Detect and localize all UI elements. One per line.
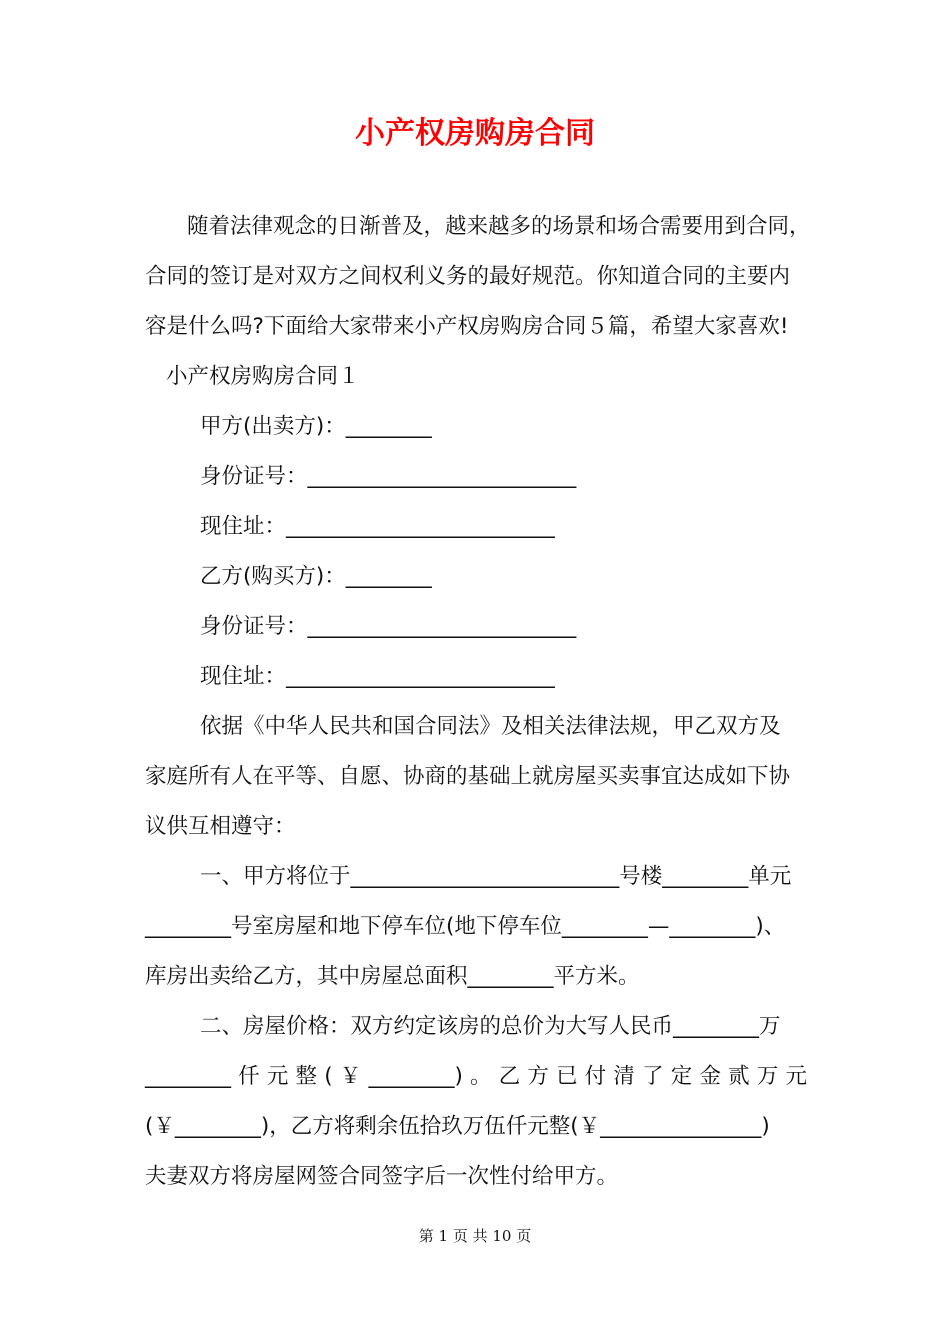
clause-2-line-4: 夫妻双方将房屋网签合同签字后一次性付给甲方。 — [145, 1164, 619, 1189]
party-b-address-field: 现住址：_________________________ — [200, 664, 555, 689]
paragraph-line-3: 容是什么吗?下面给大家带来小产权房购房合同５篇，希望大家喜欢! — [145, 314, 789, 339]
party-b-id-field: 身份证号：_________________________ — [200, 614, 577, 639]
basis-line-2: 家庭所有人在平等、自愿、协商的基础上就房屋买卖事宜达成如下协 — [145, 764, 791, 789]
clause-1-line-3: 库房出卖给乙方，其中房屋总面积________平方米。 — [145, 964, 640, 989]
paragraph-line-2: 合同的签订是对双方之间权利义务的最好规范。你知道合同的主要内 — [145, 264, 791, 289]
basis-line-3: 议供互相遵守： — [145, 814, 296, 839]
clause-2-line-2: ________仟元整(￥________)。乙方已付清了定金贰万元 — [145, 1064, 807, 1089]
page-indicator: 第 1 页 共 10 页 — [418, 1227, 532, 1245]
basis-line-1: 依据《中华人民共和国合同法》及相关法律法规，甲乙双方及 — [200, 714, 781, 739]
clause-2-line-1: 二、房屋价格：双方约定该房的总价为大写人民币________万 — [200, 1014, 781, 1039]
party-a-seller-field: 甲方(出卖方)：________ — [200, 414, 432, 439]
document-title: 小产权房购房合同 — [355, 116, 595, 151]
clause-2-line-3: (￥________)，乙方将剩余伍拾玖万伍仟元整(￥_______________) — [145, 1114, 770, 1139]
party-b-buyer-field: 乙方(购买方)：________ — [200, 564, 432, 589]
paragraph-line-1: 随着法律观念的日渐普及，越来越多的场景和场合需要用到合同， — [187, 214, 811, 239]
clause-1-line-1: 一、甲方将位于_________________________号楼________单元 — [200, 864, 792, 889]
section-heading: 小产权房购房合同１ — [166, 364, 360, 389]
clause-1-line-2: ________号室房屋和地下停车位(地下停车位________—________)、 — [145, 914, 786, 939]
party-a-id-field: 身份证号：_________________________ — [200, 464, 577, 489]
party-a-address-field: 现住址：_________________________ — [200, 514, 555, 539]
